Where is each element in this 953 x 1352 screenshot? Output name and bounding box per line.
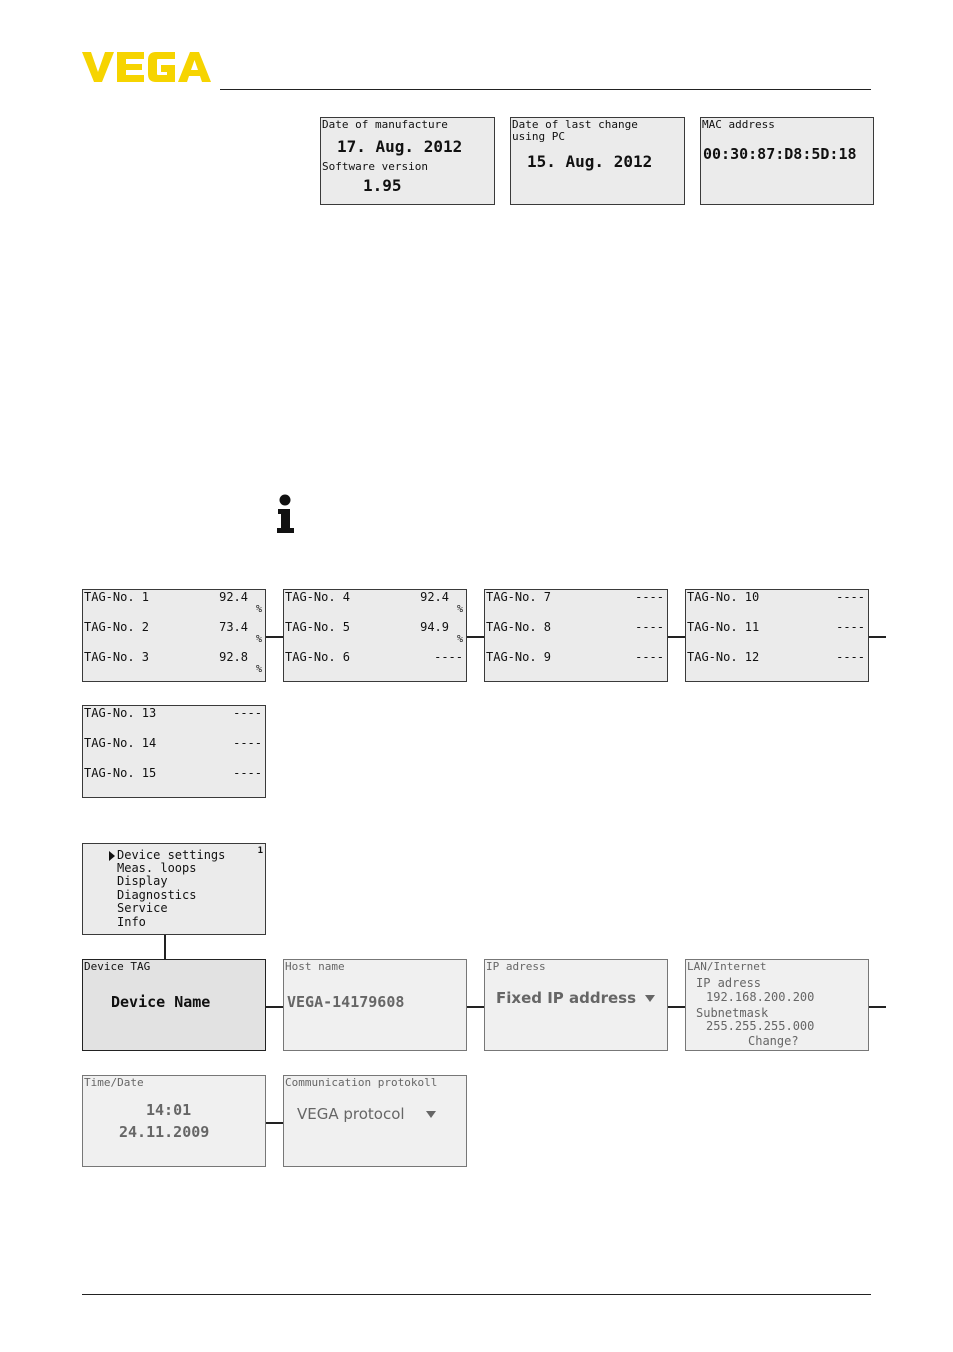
tag-value: ---- <box>635 620 664 634</box>
tag-name: TAG-No. 3 <box>84 650 150 664</box>
host-name-label: Host name <box>285 960 345 973</box>
tag-value: ---- <box>233 736 262 750</box>
tag-name: TAG-No. 5 <box>285 620 351 634</box>
tag-value: ---- <box>635 590 664 604</box>
tag-name: TAG-No. 9 <box>486 650 552 664</box>
mac-address-panel <box>700 117 874 205</box>
tag-unit: % <box>255 634 262 645</box>
tag-value: ---- <box>836 650 865 664</box>
menu-page-number: 1 <box>257 846 263 856</box>
tag-row <box>486 650 664 663</box>
lan-ip-label: IP adress <box>696 976 762 990</box>
device-tag-panel[interactable] <box>82 959 266 1051</box>
tag-name: TAG-No. 4 <box>285 590 351 604</box>
tag-value: ---- <box>233 706 262 720</box>
tag-name: TAG-No. 6 <box>285 650 351 664</box>
host-name-value: VEGA-14179608 <box>287 993 405 1011</box>
dropdown-arrow-icon <box>645 995 655 1002</box>
tag-row <box>285 650 463 663</box>
tag-row <box>285 620 463 633</box>
connector <box>467 636 484 638</box>
manufacture-panel <box>320 117 495 205</box>
connector <box>869 1006 886 1008</box>
tag-unit: % <box>255 604 262 615</box>
connector <box>164 935 166 959</box>
lan-internet-panel[interactable] <box>685 959 869 1051</box>
tag-panel-4 <box>685 589 869 682</box>
protocol-value: VEGA protocol <box>297 1105 405 1123</box>
protocol-label: Communication protokoll <box>285 1076 438 1089</box>
vega-logo <box>82 50 212 88</box>
host-name-panel[interactable] <box>283 959 467 1051</box>
last-change-date: 15. Aug. 2012 <box>527 152 653 171</box>
tag-value: 94.9 <box>420 620 449 634</box>
tag-panel-3 <box>484 589 668 682</box>
info-icon <box>276 494 296 538</box>
tag-name: TAG-No. 12 <box>687 650 760 664</box>
tag-value: 92.4 <box>219 590 248 604</box>
tag-row <box>687 620 865 633</box>
tag-row <box>687 590 865 603</box>
tag-name: TAG-No. 8 <box>486 620 552 634</box>
connector <box>668 1006 685 1008</box>
mac-address-label: MAC address <box>702 118 775 131</box>
time-value: 14:01 <box>146 1101 192 1119</box>
mac-address-value: 00:30:87:D8:5D:18 <box>703 145 857 163</box>
lan-subnetmask-label: Subnetmask <box>696 1006 769 1020</box>
tag-row <box>84 650 262 663</box>
menu-item-info[interactable]: Info <box>117 915 146 929</box>
tag-name: TAG-No. 13 <box>84 706 157 720</box>
last-change-label-2: using PC <box>512 130 565 143</box>
ip-adress-panel[interactable] <box>484 959 668 1051</box>
tag-row <box>84 590 262 603</box>
tag-row <box>486 620 664 633</box>
tag-name: TAG-No. 14 <box>84 736 157 750</box>
tag-row <box>285 590 463 603</box>
manufacture-date: 17. Aug. 2012 <box>337 137 463 156</box>
tag-row <box>84 706 262 719</box>
lan-subnetmask-value: 255.255.255.000 <box>706 1019 815 1033</box>
time-date-label: Time/Date <box>84 1076 144 1089</box>
tag-panel-1 <box>82 589 266 682</box>
menu-item-service[interactable]: Service <box>117 901 168 915</box>
menu-cursor-icon <box>109 851 115 861</box>
tag-name: TAG-No. 10 <box>687 590 760 604</box>
tag-value: ---- <box>836 590 865 604</box>
tag-row <box>84 766 262 779</box>
ip-adress-value: Fixed IP address <box>496 989 637 1007</box>
connector <box>869 636 886 638</box>
last-change-panel <box>510 117 685 205</box>
tag-row <box>84 620 262 633</box>
lan-ip-value: 192.168.200.200 <box>706 990 815 1004</box>
ip-adress-label: IP adress <box>486 960 546 973</box>
tag-name: TAG-No. 15 <box>84 766 157 780</box>
lan-change-link[interactable]: Change? <box>748 1034 799 1048</box>
connector <box>668 636 685 638</box>
tag-row <box>687 650 865 663</box>
tag-value: 73.4 <box>219 620 248 634</box>
menu-item-device-settings[interactable]: Device settings <box>117 848 226 862</box>
connector <box>266 636 283 638</box>
tag-unit: % <box>456 634 463 645</box>
manufacture-label: Date of manufacture <box>322 118 448 131</box>
menu-item-meas-loops[interactable]: Meas. loops <box>117 861 197 875</box>
header-rule <box>220 89 871 90</box>
tag-value: ---- <box>434 650 463 664</box>
last-change-label: Date of last change <box>512 118 638 131</box>
connector <box>467 1006 484 1008</box>
footer-rule <box>82 1294 871 1295</box>
tag-name: TAG-No. 7 <box>486 590 552 604</box>
device-tag-value: Device Name <box>111 993 211 1011</box>
tag-row <box>84 736 262 749</box>
tag-value: 92.4 <box>420 590 449 604</box>
tag-name: TAG-No. 2 <box>84 620 150 634</box>
tag-name: TAG-No. 11 <box>687 620 760 634</box>
tag-panel-5 <box>82 705 266 798</box>
tag-value: ---- <box>233 766 262 780</box>
vega-logo-graphic <box>82 50 212 84</box>
software-version-value: 1.95 <box>363 176 402 195</box>
tag-value: ---- <box>836 620 865 634</box>
tag-unit: % <box>255 664 262 675</box>
menu-item-diagnostics[interactable]: Diagnostics <box>117 888 197 902</box>
main-menu-panel <box>82 843 266 935</box>
tag-value: 92.8 <box>219 650 248 664</box>
time-date-panel[interactable] <box>82 1075 266 1167</box>
software-version-label: Software version <box>322 160 428 173</box>
tag-name: TAG-No. 1 <box>84 590 150 604</box>
date-value: 24.11.2009 <box>119 1123 210 1141</box>
tag-panel-2 <box>283 589 467 682</box>
connector <box>266 1006 283 1008</box>
connector <box>266 1122 283 1124</box>
lan-internet-label: LAN/Internet <box>687 960 767 973</box>
menu-item-display[interactable]: Display <box>117 874 168 888</box>
protocol-panel[interactable] <box>283 1075 467 1167</box>
tag-value: ---- <box>635 650 664 664</box>
tag-row <box>486 590 664 603</box>
device-tag-label: Device TAG <box>84 960 151 973</box>
tag-unit: % <box>456 604 463 615</box>
dropdown-arrow-icon <box>426 1111 436 1118</box>
